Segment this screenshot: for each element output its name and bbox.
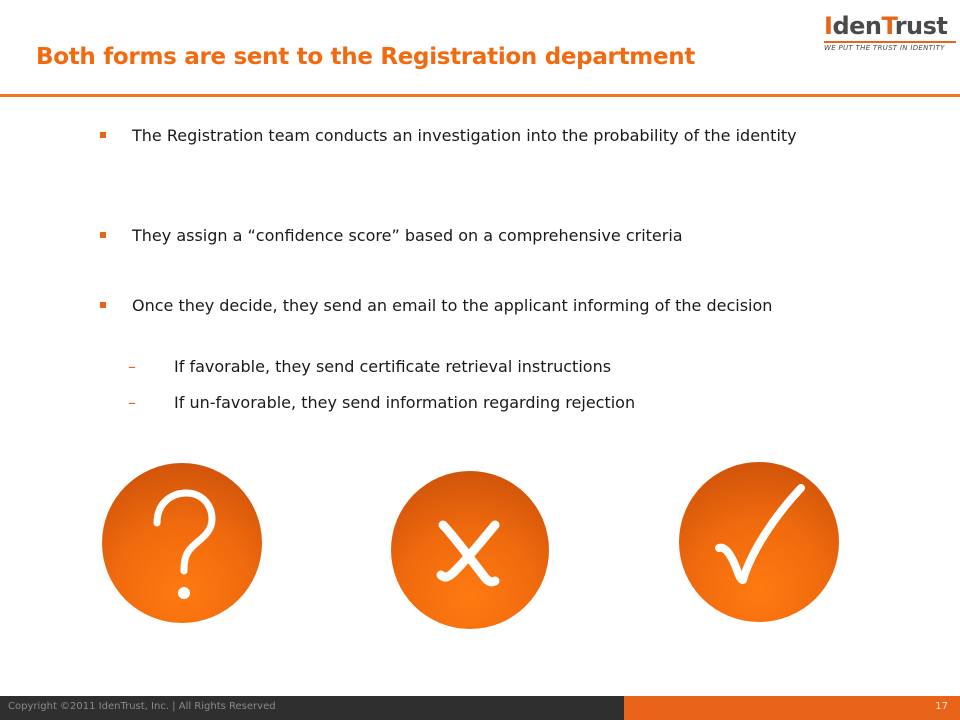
sub-bullet-item [128, 355, 828, 379]
logo-underline [824, 41, 956, 43]
question-mark-circle [102, 463, 262, 623]
bullet-item [100, 224, 850, 248]
footer-accent-bar [624, 696, 960, 720]
sub-bullet-text: If favorable, they send certificate retrieval instructions [174, 357, 612, 376]
bullet-text: The Registration team conducts an investigation into the probability of the identity [132, 126, 797, 145]
logo-wordmark: IdenTrust [824, 12, 948, 40]
logo-tagline: WE PUT THE TRUST IN IDENTITY [824, 44, 945, 52]
slide-title: Both forms are sent to the Registration department [36, 44, 696, 70]
cross-mark-icon [391, 471, 549, 629]
page-number: 17 [935, 701, 948, 712]
cross-mark-circle [391, 471, 549, 629]
bullet-square-icon [100, 302, 106, 308]
question-mark-icon [102, 463, 262, 623]
identrust-logo [818, 12, 956, 52]
bullet-square-icon [100, 132, 106, 138]
copyright-text: Copyright ©2011 IdenTrust, Inc. | All Rights Reserved [8, 701, 276, 712]
bullet-square-icon [100, 232, 106, 238]
dash-icon: – [128, 393, 136, 412]
sub-bullet-item [128, 391, 828, 415]
dash-icon: – [128, 357, 136, 376]
check-mark-circle [679, 462, 839, 622]
bullet-item [100, 124, 850, 148]
sub-bullet-text: If un-favorable, they send information regarding rejection [174, 393, 636, 412]
bullet-text: Once they decide, they send an email to the applicant informing of the decision [132, 296, 773, 315]
check-mark-icon [679, 462, 839, 622]
title-divider [0, 94, 960, 97]
bullet-text: They assign a “confidence score” based on a comprehensive criteria [132, 226, 683, 245]
bullet-item [100, 294, 850, 318]
